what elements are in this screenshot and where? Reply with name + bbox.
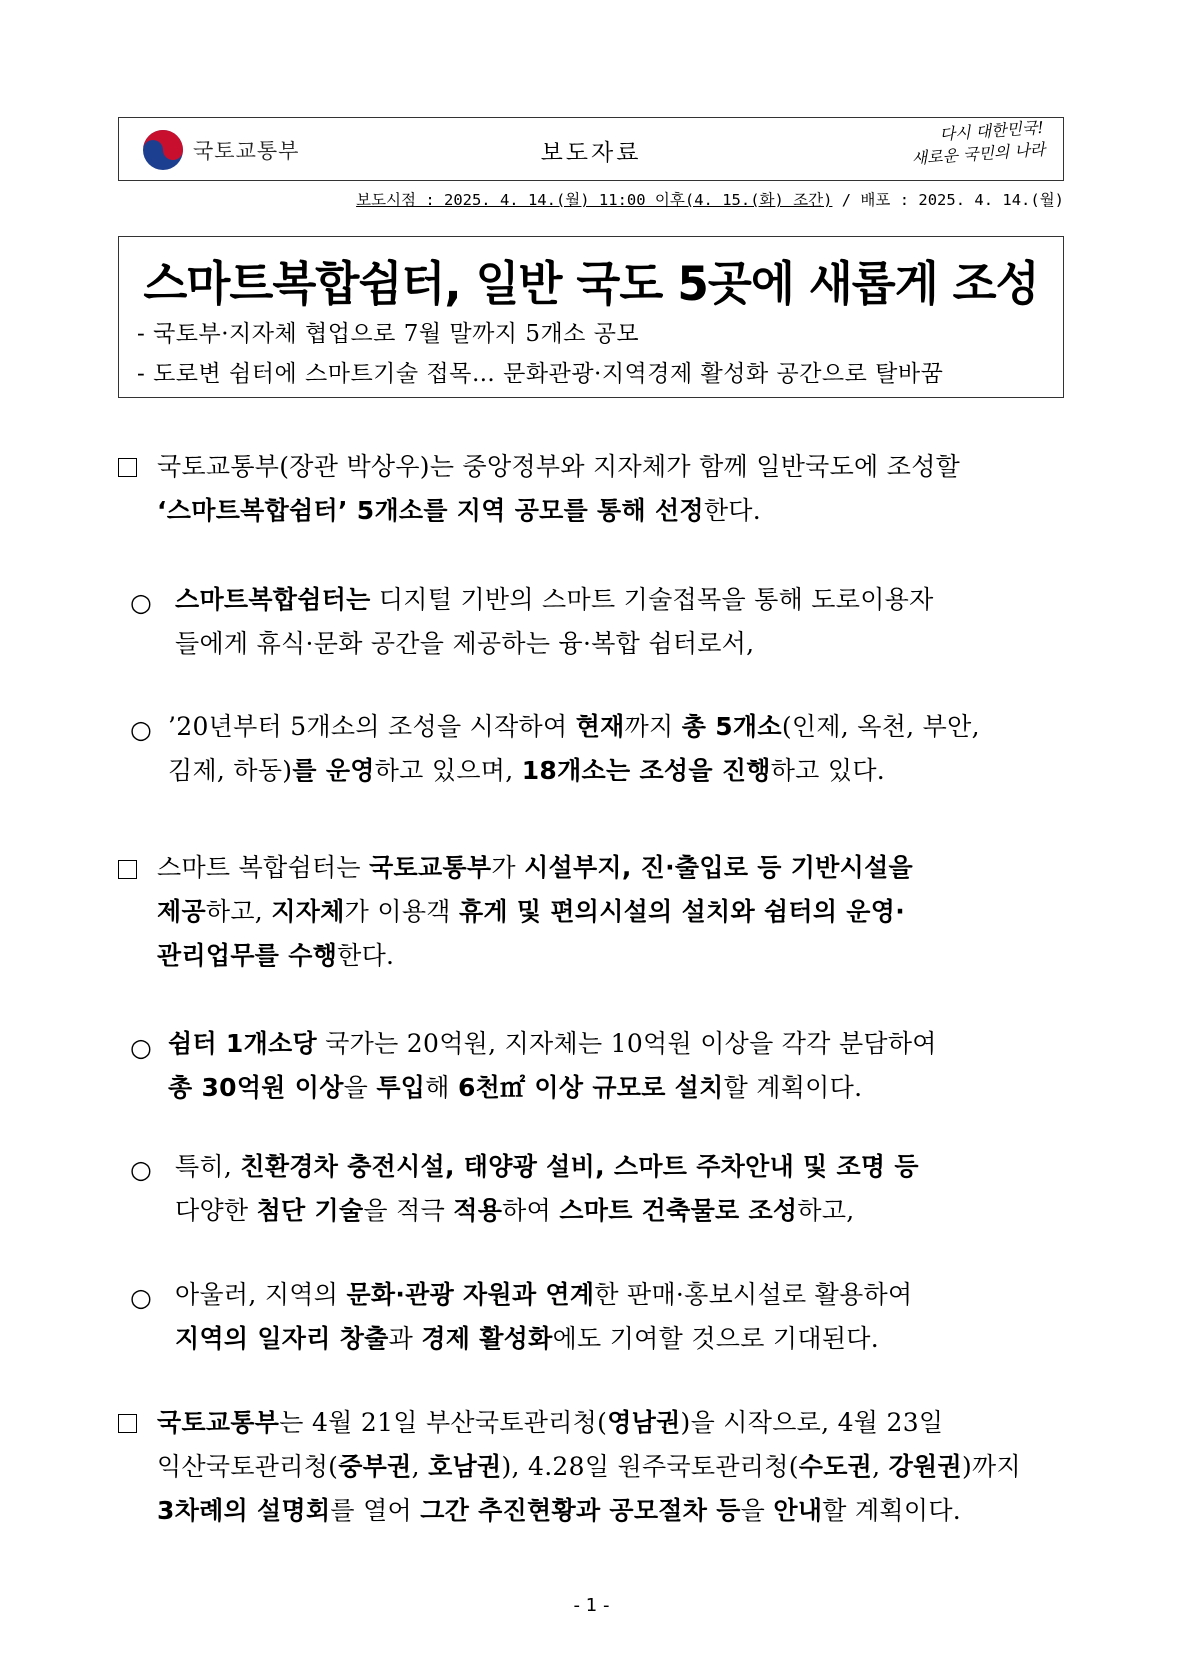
release-time: 보도시점 : 2025. 4. 14.(월) 11:00 이후(4. 15.(화) 조간)	[356, 191, 833, 209]
paragraph-1b-line-2: 김제, 하동)를 운영하고 있으며, 18개소는 조성을 진행하고 있다.	[168, 756, 886, 785]
paragraph-3-line-3: 3차례의 설명회를 열어 그간 추진현황과 공모절차 등을 안내할 계획이다.	[157, 1496, 962, 1525]
paragraph-1b-line-1: ’20년부터 5개소의 조성을 시작하여 현재까지 총 5개소(인제, 옥천, 부안,	[168, 712, 980, 741]
paragraph-1-line-2: ‘스마트복합쉼터’ 5개소를 지역 공모를 통해 선정한다.	[157, 496, 762, 525]
subheadline-2: - 도로변 쉼터에 스마트기술 접목… 문화관광·지역경제 활성화 공간으로 탈바꿈	[137, 361, 944, 387]
release-info	[118, 188, 1064, 210]
checkbox-bullet	[118, 860, 137, 879]
headline-box	[118, 236, 1064, 398]
circle-bullet: ○	[130, 1283, 152, 1312]
paragraph-3-line-2: 익산국토관리청(중부권, 호남권), 4.28일 원주국토관리청(수도권, 강원권)까지	[157, 1452, 1021, 1481]
paragraph-2c-line-2: 지역의 일자리 창출과 경제 활성화에도 기여할 것으로 기대된다.	[175, 1324, 879, 1353]
checkbox-bullet	[118, 1414, 137, 1433]
slogan-line-2: 새로운 국민의 나라	[911, 139, 1046, 168]
slogan-line-1: 다시 대한민국!	[938, 117, 1045, 144]
page-number: - 1 -	[573, 1595, 610, 1616]
paragraph-2b-line-1: 특히, 친환경차 충전시설, 태양광 설비, 스마트 주차안내 및 조명 등	[175, 1152, 919, 1181]
paragraph-2-line-3: 관리업무를 수행한다.	[157, 941, 395, 970]
subheadline-1: - 국토부·지자체 협업으로 7월 말까지 5개소 공모	[137, 321, 640, 347]
paragraph-1-line-1: 국토교통부(장관 박상우)는 중앙정부와 지자체가 함께 일반국도에 조성할	[157, 452, 961, 481]
paragraph-2-line-1: 스마트 복합쉼터는 국토교통부가 시설부지, 진·출입로 등 기반시설을	[157, 853, 913, 882]
paragraph-2a-line-2: 총 30억원 이상을 투입해 6천㎡ 이상 규모로 설치할 계획이다.	[168, 1073, 863, 1102]
circle-bullet: ○	[130, 588, 152, 617]
circle-bullet: ○	[130, 1155, 152, 1184]
paragraph-2b-line-2: 다양한 첨단 기술을 적극 적용하여 스마트 건축물로 조성하고,	[175, 1196, 855, 1225]
letterhead	[118, 117, 1064, 181]
circle-bullet: ○	[130, 1033, 152, 1062]
circle-bullet: ○	[130, 715, 152, 744]
paragraph-1a-line-2: 들에게 휴식·문화 공간을 제공하는 융·복합 쉼터로서,	[175, 629, 755, 658]
paragraph-3-line-1: 국토교통부는 4월 21일 부산국토관리청(영남권)을 시작으로, 4월 23일	[157, 1408, 944, 1437]
checkbox-bullet	[118, 458, 137, 477]
ministry-name: 국토교통부	[193, 139, 300, 163]
paragraph-2a-line-1: 쉼터 1개소당 국가는 20억원, 지자체는 10억원 이상을 각각 분담하여	[168, 1029, 937, 1058]
slogan	[833, 117, 1046, 184]
distribution-date: / 배포 : 2025. 4. 14.(월)	[832, 191, 1064, 209]
paragraph-2-line-2: 제공하고, 지자체가 이용객 휴게 및 편의시설의 설치와 쉼터의 운영·	[157, 897, 905, 926]
headline: 스마트복합쉼터, 일반 국도 5곳에 새롭게 조성	[143, 257, 1039, 312]
paragraph-1a-line-1: 스마트복합쉼터는 디지털 기반의 스마트 기술접목을 통해 도로이용자	[175, 585, 934, 614]
document-type: 보도자료	[540, 140, 642, 166]
paragraph-2c-line-1: 아울러, 지역의 문화·관광 자원과 연계한 판매·홍보시설로 활용하여	[175, 1280, 913, 1309]
